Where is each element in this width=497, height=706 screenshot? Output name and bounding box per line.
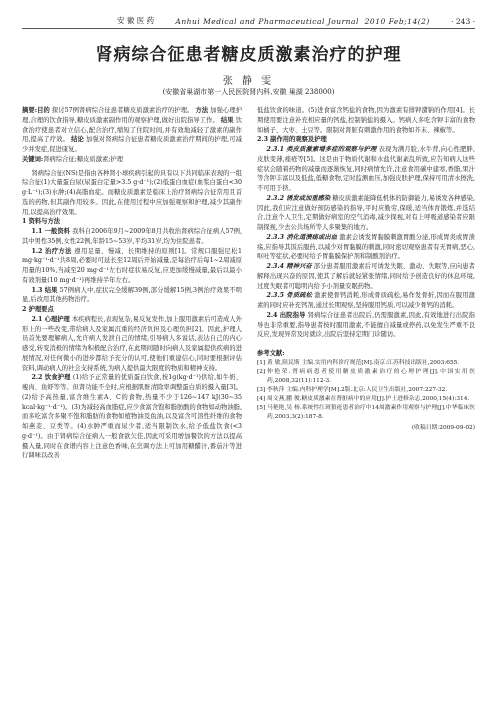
section-paragraph: 2.3.3 消化道溃疡或出血 激素会诱发胃黏膜刺激胃酸分泌,形成胃炎或胃溃疡,应指导其饭后服药,以减少对胃黏膜的刺激,同时密切观察患者有无胃病,恶心,呕吐等症状,必要时给予胃黏膜保护剂和制酸剂治疗。 [257, 233, 475, 261]
reference-item: [5] 马艳艳,吴 杨.系统性红斑狼疮患者治疗中14周激素作用观察与护理[J].中华临床医药,2003,3(2):187-8. [257, 404, 475, 420]
section-heading: 1 资料与方法 [22, 218, 61, 226]
section-paragraph: 1.2 治疗方法 遵用足量、慢减、长期维持的原则[1]。常规口服强尼松1 mg·kg⁻¹·d⁻¹共8周,必要时可延长至12周后开始减量,是每治疗后每1~2周减原用量的10%,当减至20 mg·d⁻¹左右时症状易反复,应更加缓慢减量,最后以最小有效剂量(10 mg·d⁻¹)再维持半年左右。 [22, 247, 242, 284]
section-paragraph: 2.3.4 精神兴奋 部分患者服用激素后可诱发失眠、激动、失眠等,应向患者解释出现兴奋的原因,使其了解后就轻紧张情绪,同时给予创造良好的休息环境,过度失眠者可聪明内给予小剂量安眠药物。 [257, 263, 475, 290]
section-paragraph: 2.3.5 骨质疏松 激素使骨钙消耗,形成骨质疏松,易作发骨折,因而在服用激素的同时应补充钙剂,通过长期观察,坚持服用钙质,可以减少骨钙的消耗。 [257, 292, 475, 309]
journal-en: Anhui Medical and Pharmaceutical Journal 2010 Feb;14(2) [175, 17, 430, 26]
right-column [257, 106, 475, 434]
section-paragraph: 2.3.2 诱发或加重感染 糖皮质激素能降低机体的防御能力,易诱发各种感染,因此,我们应注意做好预防感染的指导,平时应勤劳,保暖,适当体育锻炼,并选结合,注意个人卫生,定期做好病室的空气消毒,减少探视,对有上呼吸道感染者应限制探视,少去公共场所等人多聚集的地方。 [257, 194, 475, 231]
reference-item: [3] 李秋萍 主编.内科护理学[M].2版.北京:人民卫生出版社,2007:227-32. [257, 386, 448, 393]
section-paragraph: 低盐饮食的味道。(5)进食富含钙盐的食物,因为激素有排钾潴钠的作用[4]。长期使用要注意补充相应量的钙盐,控制钠盐的摄入。钙病人多吃含钾丰富的食物如橘子、大枣、土豆等。限制对肾脏有刺激作用的食物如芥末、辣椒等。 [257, 107, 475, 134]
paper-title: 肾病综合征患者糖皮质激素治疗的护理 [95, 45, 402, 65]
section-paragraph: 2.3.1 类皮质激素增多症的观察与护理 表现为满月脸,水牛背,向心性肥胖,皮肤变薄,痤疮等[5]。这是由于物质代谢和水盐代谢紊乱所致,应告知病人这些症状会随着药物的减量而逐渐恢复,同时病情允许,注意食用碳中建寒,香脂,果汁等含钾丰富以及低盐,低糖食物,定时监测血压,加强皮肤护理,保持可用清水擦洗,不可用于挤。 [257, 146, 475, 192]
section-paragraph: 1.1 一般资料 我科自2006年9月~2009年8月共收治肾病综合征病人57例,其中男性35例,女性22例,年龄15~53岁,平均31岁,均为住院患者。 [22, 228, 242, 245]
section-paragraph: 2.1 心理护理 本疾病程长,表现复杂,易反复发作,加上服用激素后可造成人外形上的一些改变,带给病人及家属沉重的经济负担及心理负担[2]。因此,护理人员首先要理解病人,允许病人发泄自己的情绪,引导病人多说话,表达自己的内心感受,转变消极的情绪为积极配合治疗,在此期间随时向病人及家属提供疾病的进展情况,对任何微小的进步都给予充分的认可,使他们重建信心,同时要根据评估资料,调动病人的社会支持系统,为病人提供最大限度的物质和精神支持。 [22, 315, 242, 372]
keywords: 关键词:肾病综合征;糖皮质激素;护理 [22, 155, 124, 163]
left-column [22, 106, 242, 461]
reference-item: [4] 周文燕,鹏 俊.糖皮质激素在肾脏病中的应用[J].护士进修杂志,2000,15(4):314. [257, 395, 470, 402]
running-header [22, 10, 475, 29]
section-heading: 2.3 副作用的观察及护理 [257, 136, 327, 144]
references-heading: 参考文献: [257, 350, 285, 357]
reference-item: [2] 仲艳荣.肾病病患者使用糖皮质激素治疗的心理护理[J].中国实用医药,2008,32(11):112-3. [257, 368, 475, 384]
page-number: · 243 · [451, 17, 475, 26]
section-paragraph: 2.2 饮食护理 (1)给予正常量的优质蛋白饮食,按1g(kg·d⁻¹)供给,如牛奶、瘦肉、鱼虾等等。但肾功能不全时,应根据肌酐清除率调整蛋白质的摄入量[3]。(2)给予高热量,富含维生素A、C的食物,热量不少于126~147 kJ(30~35 kcal·kg⁻¹·d⁻¹)。(3)为减轻高血脂症,应少食富含饱和脂肪酸的食物如动物油脂,而多吃富含多聚不饱和脂肪的食物如植物油及鱼油,以及富含可溶性纤维的食物如燕麦、豆类等。(4)水肿严重而尿少者,适当限制饮水,给予低盐饮食(<3 g·d⁻¹)。由于肾病综合征病人一般食欲欠佳,因此可采用增加餐饮的方法以提高摄入量,同时在食谱内容上注意色香味,在烹调方法上可加用糖醋汁,番茄汁等进行调味以改善 [22, 374, 242, 460]
issue: 2010 Feb;14(2) [364, 17, 430, 26]
section-heading: 2 护理要点 [22, 306, 54, 313]
introduction: 肾病综合征(NS)是指由各种肾小球疾病引起的具有以下共同临床表现的一组综合征(1)大量蛋白尿(尿蛋白定量>3.5 g·d⁻¹);(2)低蛋白血症(血浆白蛋白<30 g·L⁻¹);(3)水肿;(4)高脂血症。而糖皮质激素是临床上治疗肾病综合征常用且首选的药物,但其副作用较多。因此,在使用过程中应加强观察和护理,减少其副作用,以提高治疗效果。 [22, 169, 242, 216]
author: 张 静 雯 [222, 76, 275, 87]
abstract: 摘要:目的 探讨57例肾病综合征患者糖皮质激素治疗的护理。 方法 加强心理护理,合理的饮食指导,糖皮质激素副作用的观察护理,做好出院指导工作。 结果 饮食治疗使患者对立信心,配合治疗,缩短了住院时间,并有效地减轻了激素的副作用,提高了疗效。 结论 加强对肾病综合征患者糖皮质激素治疗期间的护理,可减少并发症,促进康复。 [22, 107, 242, 153]
section-paragraph: 1.3 结果 57例病人中,症状完全缓解39例,部分缓解15例,3例治疗效果不明显,后改用其他药物治疗。 [22, 286, 242, 304]
journal-cn: 安 徽 医 药 [117, 16, 155, 25]
affiliation: (安徽省巢湖市第一人民医院肾内科,安徽 巢湖 238000) [162, 88, 335, 96]
section-paragraph: 2.4 出院指导 肾病综合征患者出院后,仍需服激素,因此,有效地进行出院指导也非常重要,指导患者按时服用激素,不能擅自减量或停药,以免发生严重不良反应,发现异常及时就诊,出院后坚持定期门诊随访。 [257, 311, 475, 339]
received-date: (收稿日期:2009-09-02) [411, 424, 475, 431]
reference-item: [1] 黄 敏,阻民斯 主编.实用内科诊疗规范[M].南京:江苏科技出版社,2003:655. [257, 359, 460, 366]
